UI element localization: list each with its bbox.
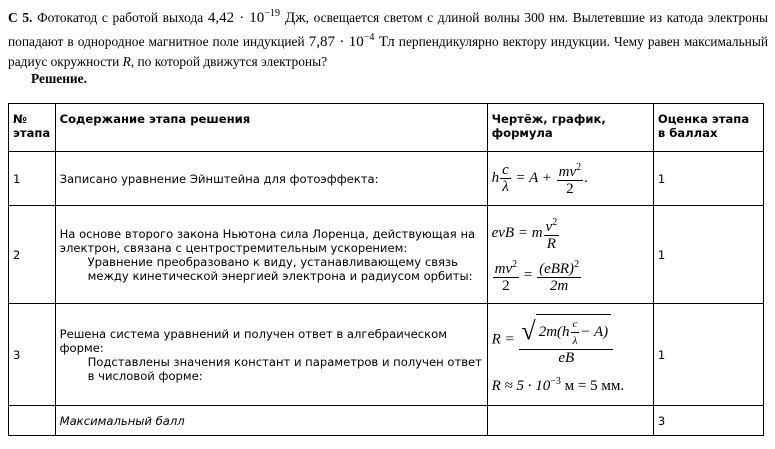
step-description: На основе второго закона Ньютона сила Лоренца, действующая на электрон, связана с центростремительным ускорением: Уравнение преобразовано к виду, устанавливающему связь между кинетической энергией электрона и радиусом орбиты:: [55, 206, 487, 304]
problem-statement: [8, 4, 768, 72]
step-score: 1: [653, 206, 763, 304]
header-score: Оценка этапа в баллах: [653, 104, 763, 152]
table-row: [9, 152, 764, 206]
header-formula: Чертёж, график, формула: [487, 104, 653, 152]
step-score: 1: [653, 304, 763, 406]
step-description: Решена система уравнений и получен ответ в алгебраическом форме: Подставлены значения констант и параметров и получен ответ в числовой форме:: [55, 304, 487, 406]
radius-symbol: R: [122, 54, 131, 69]
table-row-total: [9, 406, 764, 436]
problem-text-3: перпендикулярно вектору индукции. Чему равен максимальный радиус окружности: [8, 34, 769, 69]
header-step-content: Содержание этапа решения: [55, 104, 487, 152]
max-score-value: 3: [653, 406, 763, 436]
formula-einstein: h $\frac{c}{\lambda}$ = A + $\frac{mv^2}{2}$ .: [487, 152, 653, 206]
formula-radius: R = √ 2m(h $\frac{c}{\lambda}$ − A) eB $R \approx 5 \cdot 10^{-3}$ м = 5 мм.: [487, 304, 653, 406]
total-formula-empty: [487, 406, 653, 436]
solution-table: [8, 103, 764, 436]
formula-lorentz: evB = m $\frac{v^2}{R}$ $\frac{mv^2}{2}$ = (eBR)$^2$ 2m: [487, 206, 653, 304]
table-header-row: [9, 104, 764, 152]
problem-text-1: Фотокатод с работой выхода: [37, 10, 204, 25]
problem-text-2: , освещается светом с длиной волны 300 нм. Вылетевшие из катода электроны попадают в однородное магнитное поле индукцией: [8, 10, 769, 49]
step-score: 1: [653, 152, 763, 206]
problem-text-4: , по которой движутся электроны?: [130, 54, 328, 69]
step-number: 3: [9, 304, 56, 406]
step-number: 1: [9, 152, 56, 206]
step-description: Записано уравнение Эйнштейна для фотоэффекта:: [55, 152, 487, 206]
induction-value: $7,87 \cdot 10^{-4}$ Тл: [308, 32, 395, 50]
max-score-label: Максимальный балл: [55, 406, 487, 436]
table-row: [9, 304, 764, 406]
header-step-number: № этапа: [9, 104, 56, 152]
solution-heading: Решение.: [31, 71, 87, 86]
work-function-value: $4,42 \cdot 10^{-19}$ Дж: [207, 8, 306, 26]
problem-number: С 5.: [8, 10, 33, 25]
step-number: 2: [9, 206, 56, 304]
table-row: [9, 206, 764, 304]
total-number-empty: [9, 406, 56, 436]
